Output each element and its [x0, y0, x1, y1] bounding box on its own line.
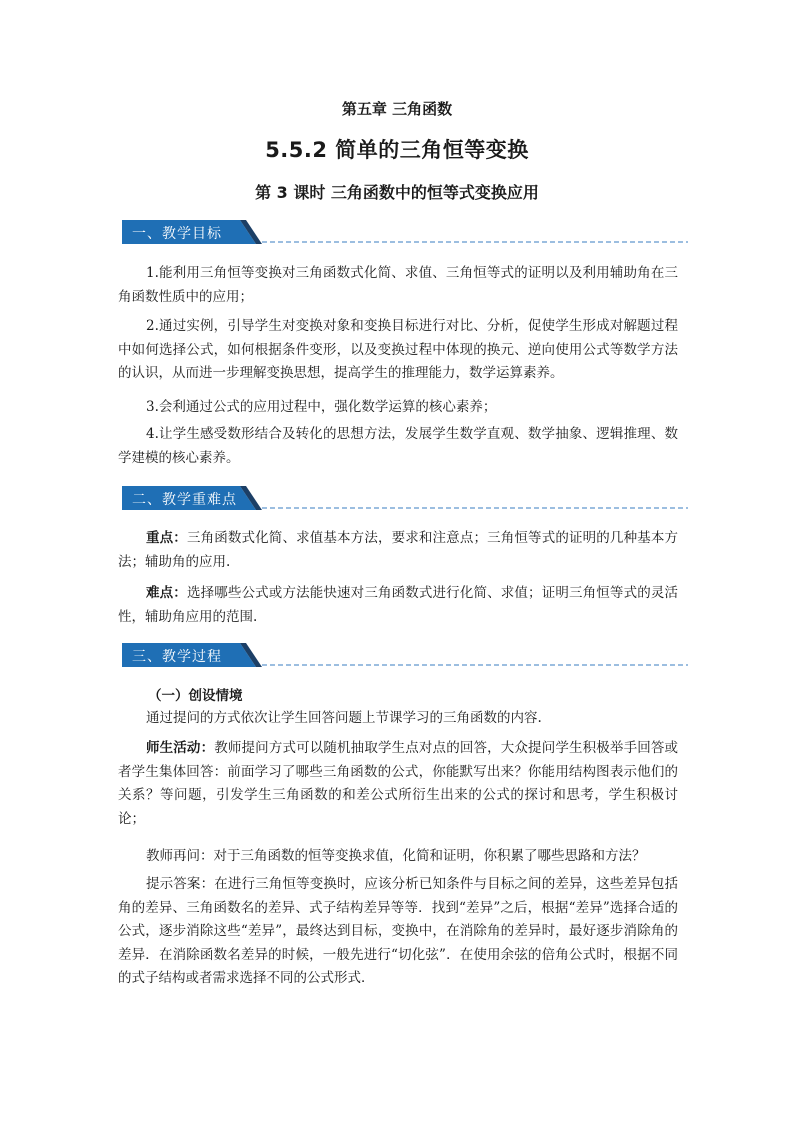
- activity-text: 教师提问方式可以随机抽取学生点对点的回答，大众提问学生积极举手回答或者学生集体回答：前面学习了哪些三角函数的公式，你能默写出来？你能用结构图表示他们的关系？等问题，引发学生三角函数的和差公式所衍生出来的公式的探讨和思考，学生积极讨论；: [118, 740, 679, 827]
- section-banner-process: [122, 641, 688, 671]
- section-title-goals: 一、教学目标: [132, 226, 222, 242]
- focus-paragraph: [118, 527, 678, 574]
- difficulty-text: 选择哪些公式或方法能快速对三角函数式进行化简、求值；证明三角恒等式的灵活性，辅助角应用的范围.: [118, 585, 679, 625]
- section-title-process: 三、教学过程: [132, 649, 222, 665]
- section-banner-goals: [122, 218, 688, 248]
- chapter-title: 第五章 三角函数: [341, 100, 453, 118]
- lesson-subtitle: 第 3 课时 三角函数中的恒等式变换应用: [255, 183, 539, 202]
- process-intro: 通过提问的方式依次让学生回答问题上节课学习的三角函数的内容.: [146, 710, 542, 726]
- section-banner-keypoints: [122, 484, 688, 514]
- goal-item-3: 3.会利通过公式的应用过程中，强化数学运算的核心素养；: [146, 399, 497, 415]
- focus-label: 重点：: [146, 530, 187, 546]
- goal-item-4: 4.让学生感受数形结合及转化的思想方法，发展学生数学直观、数学抽象、逻辑推理、数学建模的核心素养。: [118, 426, 678, 466]
- followup-question: 教师再问：对于三角函数的恒等变换求值，化简和证明，你积累了哪些思路和方法？: [146, 848, 646, 864]
- section-title-keypoints: 二、教学重难点: [132, 492, 237, 508]
- difficulty-label: 难点：: [146, 585, 187, 601]
- difficulty-paragraph: [118, 582, 678, 629]
- activity-label: 师生活动：: [146, 740, 215, 756]
- lesson-title: 5.5.2 简单的三角恒等变换: [265, 138, 529, 162]
- goal-item-1: 1.能利用三角恒等变换对三角函数式化简、求值、三角恒等式的证明以及利用辅助角在三角函数性质中的应用；: [118, 265, 678, 305]
- hint-answer: 提示答案：在进行三角恒等变换时，应该分析已知条件与目标之间的差异，这些差异包括角的差异、三角函数名的差异、式子结构差异等等．找到“差异”之后，根据“差异”选择合适的公式，逐步消除这些“差异”，最终达到目标，变换中，在消除角的差异时，最好逐步消除角的差异．在消除函数名差异的时候，一般先进行“切化弦”．在使用余弦的倍角公式时，根据不同的式子结构或者需求选择不同的公式形式．: [118, 876, 678, 986]
- goal-item-2: 2.通过实例，引导学生对变换对象和变换目标进行对比、分析，促使学生形成对解题过程中如何选择公式，如何根据条件变形，以及变换过程中体现的换元、逆向使用公式等数学方法的认识，从而进一步理解变换思想，提高学生的推理能力，数学运算素养。: [118, 318, 678, 381]
- focus-text: 三角函数式化简、求值基本方法，要求和注意点；三角恒等式的证明的几种基本方法；辅助角的应用.: [118, 530, 679, 570]
- process-subheading: （一）创设情境: [148, 688, 243, 704]
- activity-paragraph: [118, 737, 678, 831]
